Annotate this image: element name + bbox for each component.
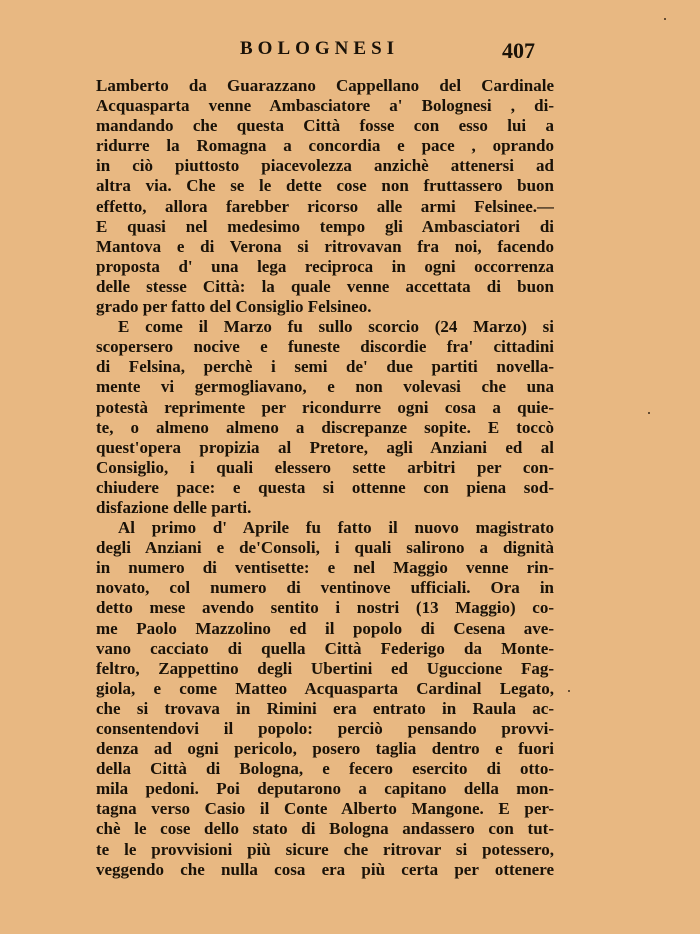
text-line: feltro, Zappettino degli Ubertini ed Uguccione Fag- [96,658,554,678]
text-line: degli Anziani e de'Consoli, i quali salirono a dignità [96,538,554,558]
text-line: detto mese avendo sentito i nostri (13 Maggio) co- [96,598,554,618]
running-title: BOLOGNESI [240,38,400,59]
text-line: altra via. Che se le dette cose non fruttassero buon [96,176,554,196]
text-line: chè le cose dello stato di Bologna andassero con tut- [96,819,554,839]
text-line: mente vi germogliavano, e non volevasi che una [96,377,554,397]
paper-speck [664,18,666,20]
text-line: chiudere pace: e questa si ottenne con piena sod- [96,477,554,497]
text-line: mandando che questa Città fosse con esso lui a [96,116,554,136]
text-line: proposta d' una lega reciproca in ogni occorrenza [96,256,554,276]
text-line: te, o almeno almeno a discrepanze sopite. E toccò [96,417,554,437]
text-line: Lamberto da Guarazzano Cappellano del Cardinale [96,76,554,95]
text-line: disfazione delle parti. [96,497,252,517]
text-line: di Felsina, perchè i semi de' due partiti novella- [96,357,554,377]
text-line: tagna verso Casio il Conte Alberto Mangone. E per- [96,799,554,819]
text-line: delle stesse Città: la quale venne accettata di buon [96,276,554,296]
text-line: quest'opera propizia al Pretore, agli Anziani ed al [96,437,554,457]
text-line: E come il Marzo fu sullo scorcio (24 Marzo) si [118,317,554,337]
text-line: Consiglio, i quali elessero sette arbitri per con- [96,457,554,477]
body-text [96,76,554,880]
text-line: in numero di ventisette: e nel Maggio venne rin- [96,558,554,578]
page-number: 407 [502,38,535,63]
text-line: mila pedoni. Poi deputarono a capitano della mon- [96,779,554,799]
text-line: denza ad ogni pericolo, posero taglia dentro e fuori [96,739,554,759]
text-line: te le provvisioni più sicure che ritrovar si potessero, [96,839,554,859]
text-line: me Paolo Mazzolino ed il popolo di Cesena ave- [96,618,554,638]
text-line: scopersero nocive e funeste discordie fra' cittadini [96,337,554,357]
text-line: Mantova e di Verona si ritrovavan fra noi, facendo [96,236,554,256]
text-line: effetto, allora farebber ricorso alle armi Felsinee.— [96,196,554,216]
text-line: grado per fatto del Consiglio Felsineo. [96,297,372,317]
text-line: che si trovava in Rimini era entrato in Raula ac- [96,698,554,718]
text-line: giola, e come Matteo Acquasparta Cardinal Legato, [96,678,554,698]
paper-speck [648,412,650,414]
text-line: Al primo d' Aprile fu fatto il nuovo magistrato [118,518,554,538]
paper-speck [568,690,570,692]
text-line: E quasi nel medesimo tempo gli Ambasciatori di [96,216,554,236]
text-line: in ciò piuttosto piacevolezza anzichè attenersi ad [96,156,554,176]
text-line: della Città di Bologna, e fecero esercito di otto- [96,759,554,779]
text-line: Acquasparta venne Ambasciatore a' Bolognesi , di- [96,96,554,116]
text-line: consentendovi il popolo: perciò pensando provvi- [96,719,554,738]
text-line: novato, col numero di ventinove ufficiali. Ora in [96,578,554,598]
text-line: veggendo che nulla cosa era più certa per ottenere [96,859,554,879]
text-line: vano cacciato di quella Città Federigo da Monte- [96,638,554,658]
running-head [0,38,700,62]
text-line: potestà reprimente per ricondurre ogni cosa a quie- [96,397,554,417]
text-line: ridurre la Romagna a concordia e pace , oprando [96,136,554,156]
